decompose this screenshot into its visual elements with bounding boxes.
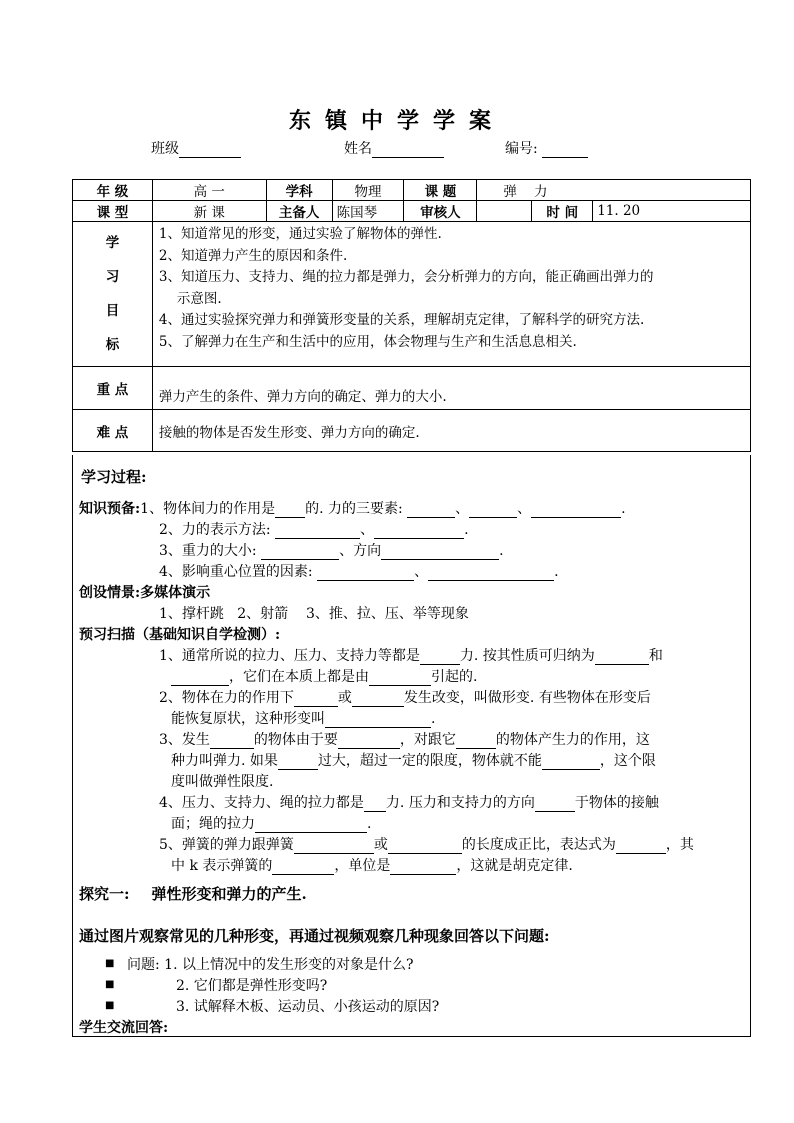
goals-char: 学: [105, 235, 120, 251]
answer-blank[interactable]: [317, 566, 414, 581]
text: 、: [414, 564, 429, 580]
preview-line-1: [79, 498, 626, 518]
learning-process-section: [72, 455, 751, 1037]
text: 的物体由于要: [253, 732, 338, 748]
key-point-text: 弹力产生的条件、弹力方向的确定、弹力的大小.: [152, 367, 750, 410]
answer-blank[interactable]: [275, 524, 360, 539]
text: 和: [648, 648, 663, 664]
text: ，其: [665, 837, 694, 853]
explore-label: 探究一:: [79, 885, 130, 903]
number-field: [505, 138, 588, 158]
answer-blank[interactable]: [535, 797, 575, 812]
name-label: 姓名: [344, 141, 372, 157]
subject-value: 物理: [332, 180, 404, 201]
scan-label: 预习扫描（基础知识自学检测）:: [79, 627, 281, 643]
question-2: [159, 687, 651, 707]
answer-blank[interactable]: [278, 755, 318, 770]
text: 、: [360, 522, 375, 538]
text: .: [464, 522, 469, 538]
question-5: [159, 834, 694, 854]
answer-blank[interactable]: [531, 503, 621, 518]
goals-char: 习: [105, 269, 120, 285]
answer-blank[interactable]: [456, 734, 496, 749]
answer-blank[interactable]: [352, 692, 404, 707]
goals-char: 标: [105, 337, 120, 353]
question-4-cont: [171, 813, 371, 833]
difficulty-label: 难 点: [73, 410, 153, 452]
text: ，对跟它: [399, 732, 456, 748]
grade-value: 高 一: [152, 180, 266, 201]
answer-blank[interactable]: [595, 650, 649, 665]
text: .: [367, 816, 372, 832]
reviewer-label: 审核人: [404, 201, 477, 222]
text: 的. 力的三要素:: [305, 501, 408, 517]
answer-label: 学生交流回答:: [79, 1020, 169, 1036]
answer-blank[interactable]: [374, 524, 464, 539]
text: ，它们在本质上都是由: [229, 669, 369, 685]
text: 过大，超过一定的限度，物体就不能: [317, 753, 542, 769]
class-label: 班级: [151, 141, 179, 157]
text: 力. 压力和支持力的方向: [385, 795, 535, 811]
goal-item: 1、知道常见的形变，通过实验了解物体的弹性.: [158, 226, 442, 242]
text: 1、物体间力的作用是: [140, 501, 276, 517]
question-3: [159, 729, 650, 749]
time-value: 11. 20: [593, 201, 751, 222]
text: ，单位是: [334, 858, 391, 874]
answer-blank[interactable]: [338, 734, 400, 749]
goals-list: [152, 222, 750, 367]
text: 或: [337, 690, 352, 706]
bullet-icon: ■: [105, 1000, 115, 1011]
lead-value: 陈国琴: [332, 201, 404, 222]
reviewer-value: [477, 201, 532, 222]
question-2-cont: [171, 708, 435, 728]
goal-item: 5、了解弹力在生产和生活中的应用，体会物理与生产和生活息息相关.: [158, 333, 577, 350]
grade-label: 年 级: [73, 180, 153, 201]
text: ，这个限: [599, 753, 656, 769]
time-label: 时 间: [532, 201, 593, 222]
number-label: 编号:: [505, 141, 543, 157]
type-value: 新 课: [152, 201, 266, 222]
goals-char: 目: [105, 303, 120, 319]
question-4: [159, 792, 659, 812]
text: .: [554, 564, 559, 580]
text: 1、通常所说的拉力、压力、支持力等都是: [159, 648, 420, 664]
explore-title: 弹性形变和弹力的产生.: [151, 885, 307, 903]
question-3-cont: [171, 750, 656, 770]
scene-title: 多媒体演示: [140, 585, 211, 601]
answer-blank[interactable]: [294, 692, 338, 707]
class-blank[interactable]: [179, 143, 241, 158]
subject-label: 学科: [266, 180, 332, 201]
goal-item: 3、知道压力、支持力、绳的拉力都是弹力，会分析弹力的方向，能正确画出弹力的: [158, 269, 654, 285]
bullet-icon: ■: [105, 979, 115, 990]
key-point-label: 重 点: [73, 367, 153, 410]
answer-blank[interactable]: [294, 839, 374, 854]
question-5-cont: [171, 855, 573, 875]
answer-blank[interactable]: [542, 755, 600, 770]
scene-line: [79, 582, 210, 602]
answer-blank[interactable]: [272, 860, 334, 875]
text: 4、影响重心位置的因素:: [159, 564, 318, 580]
goal-item: 4、通过实验探究弹力和弹簧形变量的关系，理解胡克定律，了解科学的研究方法.: [158, 312, 645, 328]
text: 中 k 表示弹簧的: [171, 858, 273, 874]
topic-label: 课 题: [404, 180, 477, 201]
text: 2、力的表示方法:: [159, 522, 276, 538]
explore-line: [79, 883, 307, 904]
answer-blank[interactable]: [210, 734, 254, 749]
text: 的长度成正比，表达式为: [461, 837, 616, 853]
question-1: [159, 645, 663, 665]
difficulty-text: 接触的物体是否发生形变、弹力方向的确定.: [152, 410, 750, 452]
answer-blank[interactable]: [388, 839, 462, 854]
text: 、: [455, 501, 470, 517]
text: 于物体的接触: [574, 795, 659, 811]
process-heading: 学习过程:: [81, 468, 147, 486]
text: 能恢复原状，这种形变叫: [171, 711, 325, 727]
class-field: [151, 138, 241, 158]
text: .: [431, 711, 436, 727]
text: 4、压力、支持力、绳的拉力都是: [159, 795, 364, 811]
text: 的物体产生力的作用，这: [495, 732, 650, 748]
text: 2、物体在力的作用下: [159, 690, 294, 706]
text: 力. 按其性质可归纳为: [459, 648, 595, 664]
lead-label: 主备人: [266, 201, 332, 222]
preview-line-3: [159, 540, 504, 560]
text: 3、发生: [159, 732, 210, 748]
answer-blank[interactable]: [407, 503, 455, 518]
bullet-question-3: 3. 试解释木板、运动员、小孩运动的原因?: [176, 999, 440, 1015]
question-3-end: 度叫做弹性限度.: [171, 774, 274, 790]
answer-blank[interactable]: [616, 839, 666, 854]
answer-blank[interactable]: [369, 671, 431, 686]
answer-blank[interactable]: [275, 503, 305, 518]
bullet-question-1: 问题: 1. 以上情况中的发生形变的对象是什么?: [127, 957, 414, 973]
answer-blank[interactable]: [171, 671, 229, 686]
answer-blank[interactable]: [255, 818, 367, 833]
text: 发生改变，叫做形变. 有些物体在形变后: [403, 690, 651, 706]
answer-blank[interactable]: [325, 713, 431, 728]
text: 3、重力的大小:: [159, 543, 262, 559]
type-label: 课 型: [73, 201, 153, 222]
page-title: 东镇中学学案: [288, 108, 505, 134]
goal-item: 示意图.: [176, 290, 222, 307]
answer-blank[interactable]: [420, 650, 460, 665]
text: 种力叫弹力. 如果: [171, 753, 278, 769]
text: .: [621, 501, 626, 517]
answer-blank[interactable]: [261, 545, 339, 560]
answer-blank[interactable]: [381, 545, 499, 560]
preview-line-4: [159, 561, 559, 581]
goals-label: [73, 222, 153, 367]
text: .: [499, 543, 504, 559]
answer-blank[interactable]: [364, 797, 386, 812]
name-blank[interactable]: [372, 143, 444, 158]
bullet-icon: ■: [105, 958, 115, 969]
goal-item: 2、知道弹力产生的原因和条件.: [158, 247, 348, 264]
header-table: [72, 179, 751, 452]
topic-value: 弹 力: [477, 180, 751, 201]
text: 引起的.: [431, 669, 478, 685]
preview-label: 知识预备:: [79, 501, 141, 517]
answer-blank[interactable]: [390, 860, 456, 875]
answer-blank[interactable]: [469, 503, 517, 518]
text: 或: [373, 837, 388, 853]
bullet-question-2: 2. 它们都是弹性形变吗?: [176, 978, 328, 994]
question-1-cont: [171, 666, 477, 686]
text: 面；绳的拉力: [171, 816, 255, 832]
scene-items: 1、撑杆跳 2、射箭 3、推、拉、压、举等现象: [159, 606, 469, 622]
answer-blank[interactable]: [428, 566, 554, 581]
number-blank[interactable]: [542, 143, 588, 158]
observe-instruction: 通过图片观察常见的几种形变，再通过视频观察几种现象回答以下问题:: [79, 927, 550, 945]
text: 、: [517, 501, 532, 517]
scene-label: 创设情景:: [79, 585, 141, 601]
name-field: [344, 138, 444, 158]
text: ，这就是胡克定律.: [456, 858, 573, 874]
text: 5、弹簧的弹力跟弹簧: [159, 837, 294, 853]
preview-line-2: [159, 519, 469, 539]
text: 、方向: [339, 543, 382, 559]
